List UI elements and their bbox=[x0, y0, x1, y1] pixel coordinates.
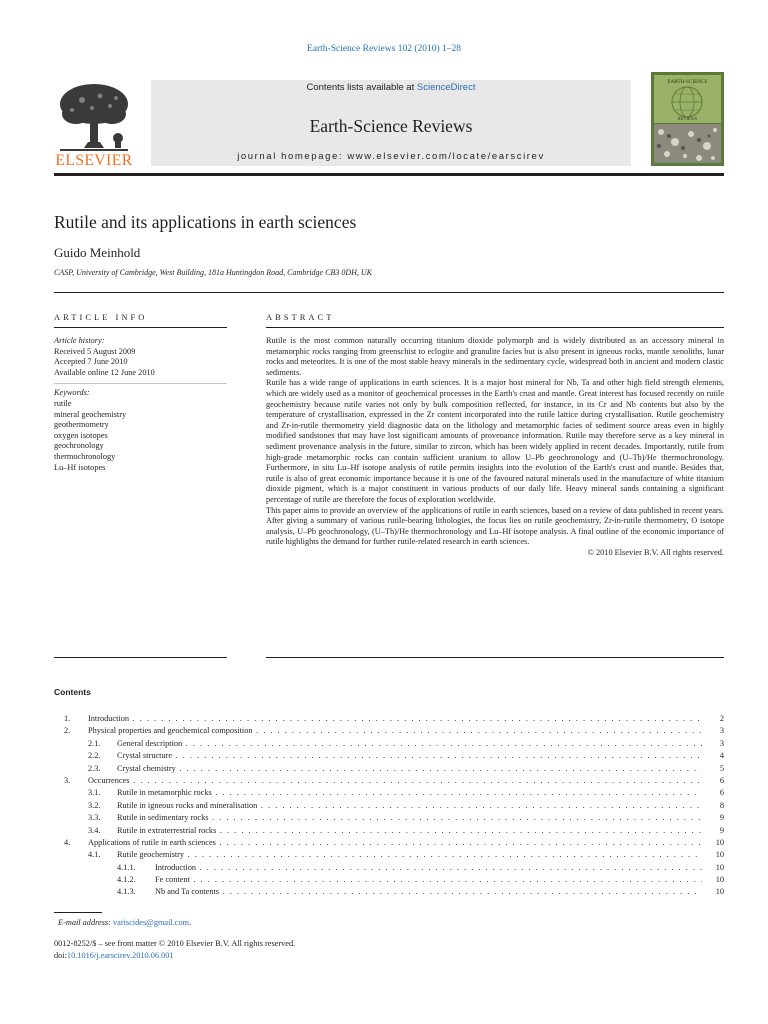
keyword-list bbox=[54, 399, 227, 473]
toc-entry[interactable] bbox=[54, 713, 724, 725]
toc-page: 10 bbox=[715, 887, 724, 897]
article-info-bottom-rule bbox=[54, 657, 227, 658]
toc-title: Rutile geochemistry . . . bbox=[117, 849, 702, 861]
toc-page: 9 bbox=[719, 813, 724, 823]
abstract-body bbox=[266, 336, 724, 558]
toc-entry[interactable] bbox=[54, 874, 724, 886]
journal-cover-image[interactable] bbox=[651, 72, 724, 166]
toc-number: 2.2. bbox=[88, 751, 101, 761]
online-date: Available online 12 June 2010 bbox=[54, 367, 155, 377]
article-info-divider bbox=[54, 383, 227, 384]
journal-banner bbox=[151, 80, 631, 166]
toc-page: 10 bbox=[715, 850, 724, 860]
keyword: geochronology bbox=[54, 441, 104, 451]
cover-title-1: EARTH-SCIENCE bbox=[667, 79, 708, 85]
toc-entry[interactable] bbox=[54, 862, 724, 874]
keywords-label: Keywords: bbox=[54, 388, 90, 398]
keyword: thermochronology bbox=[54, 451, 116, 461]
toc-entry[interactable] bbox=[54, 825, 724, 837]
masthead-rule bbox=[54, 173, 724, 176]
toc-title: Physical properties and geochemical composition . . . bbox=[88, 725, 702, 737]
author-name: Guido Meinhold bbox=[54, 245, 141, 260]
toc-entry[interactable] bbox=[54, 775, 724, 787]
toc-number: 2.1. bbox=[88, 738, 101, 748]
toc-entry[interactable] bbox=[54, 886, 724, 898]
email-label: E-mail address: bbox=[58, 918, 113, 927]
toc-title: Crystal chemistry . . . bbox=[117, 763, 702, 775]
keyword: geothermometry bbox=[54, 420, 109, 430]
article-info-heading: ARTICLE INFO bbox=[54, 312, 148, 322]
doi-link[interactable]: 10.1016/j.earscirev.2010.06.001 bbox=[66, 951, 174, 960]
toc-title: Rutile in igneous rocks and mineralisation . . . bbox=[117, 800, 702, 812]
journal-citation[interactable]: Earth-Science Reviews 102 (2010) 1–28 bbox=[306, 44, 462, 54]
doi-line bbox=[54, 951, 174, 960]
author-affiliation: CASP, University of Cambridge, West Building, 181a Huntingdon Road, Cambridge CB3 0DH, UK bbox=[54, 268, 372, 277]
abstract-rule bbox=[266, 327, 724, 328]
toc-number: 3.3. bbox=[88, 813, 101, 823]
elsevier-wordmark: ELSEVIER bbox=[55, 152, 133, 169]
toc-page: 8 bbox=[719, 800, 724, 810]
toc-page: 2 bbox=[719, 714, 724, 723]
toc-entry[interactable] bbox=[54, 763, 724, 775]
journal-name: Earth-Science Reviews bbox=[309, 116, 473, 136]
doi-prefix: doi: bbox=[54, 951, 67, 960]
toc-title: Fe content . . . bbox=[155, 874, 702, 886]
keyword: mineral geochemistry bbox=[54, 409, 127, 419]
toc-page: 4 bbox=[719, 751, 724, 761]
toc-title: Rutile in sedimentary rocks . . . bbox=[117, 812, 702, 824]
toc-entry[interactable] bbox=[54, 849, 724, 861]
toc-title: Rutile in extraterrestrial rocks . . . bbox=[117, 825, 702, 837]
article-info-rule bbox=[54, 327, 227, 328]
toc-page: 3 bbox=[719, 738, 724, 748]
footnote-rule bbox=[54, 912, 102, 913]
toc-number: 4.1. bbox=[88, 850, 101, 860]
abstract-heading: ABSTRACT bbox=[266, 312, 335, 322]
email-suffix: . bbox=[189, 918, 192, 927]
received-date: Received 5 August 2009 bbox=[54, 346, 136, 356]
article-info bbox=[54, 336, 227, 473]
toc-entry[interactable] bbox=[54, 787, 724, 799]
email-footnote bbox=[58, 918, 191, 927]
abstract-paragraph: Rutile has a wide range of applications in earth sciences. It is a major host mineral for Nb, Ta and other high field strength elements, which are widely used as a monitor of geochemical processes in the Earth's crust and mantle. Great interest has focused recently on rutile geochemistry because rutile varies not only by bulk composition reflected, for instance, in its Cr and Nb contents but also by the temperature of crystallisation, expressed in the Zr content incorporated into the rutile lattice during crystallisation. Rutile geochemistry and Zr-in-rutile thermometry yield diagnostic data on the lithology and metamorphic facies of sediment source areas even in highly modified sandstones that may have lost significant amounts of provenance information. Rutile may therefore serve as a key mineral in sediment provenance analysis in the future, similar to zircon, which has been widely applied in recent decades. Importantly, rutile from high-grade metamorphic rocks can contain sufficient uranium to allow U–Pb geochronology and (U–Th)/He thermochronology. Furthermore, in situ Lu–Hf isotope analysis of rutile permits insights into the evolution of the Earth's crust and mantle. Besides that, rutile is also of great economic importance because it is one of the favoured natural minerals used in the manufacture of white titanium dioxide pigment, which is a major constituent in various products of our daily life. Heavy mineral sands containing a significant percentage of rutile are therefore the focus of exploration worldwide. bbox=[266, 378, 724, 504]
toc-title: General description . . . bbox=[117, 738, 702, 750]
contents-available-line bbox=[151, 82, 631, 93]
keyword: oxygen isotopes bbox=[54, 430, 108, 440]
toc-page: 10 bbox=[715, 837, 724, 847]
toc-number: 1. bbox=[64, 714, 71, 723]
toc-number: 4. bbox=[64, 837, 71, 847]
keyword: Lu–Hf isotopes bbox=[54, 462, 106, 472]
toc-number: 4.1.2. bbox=[117, 875, 136, 885]
toc-title: Applications of rutile in earth sciences . . . bbox=[88, 837, 702, 849]
toc-page: 9 bbox=[719, 825, 724, 835]
abstract-paragraph: This paper aims to provide an overview of the applications of rutile in earth sciences, based on a review of data published in recent years. After giving a summary of various rutile-bearing lithologies, the focus lies on rutile geochemistry, Zr-in-rutile thermometry, O isotope analysis, U–Pb geochronology, (U–Th)/He thermochronology and Lu–Hf isotope analysis. A final outline of the economic importance of rutile highlights the demand for further rutile-related research in earth sciences. bbox=[266, 505, 724, 547]
toc-page: 6 bbox=[719, 788, 724, 798]
toc-entry[interactable] bbox=[54, 738, 724, 750]
sciencedirect-link[interactable]: ScienceDirect bbox=[416, 82, 476, 93]
toc-title: Rutile in metamorphic rocks . . . bbox=[117, 787, 702, 799]
copyright-notice: © 2010 Elsevier B.V. All rights reserved. bbox=[587, 547, 724, 557]
toc-page: 3 bbox=[719, 726, 724, 736]
toc-number: 2.3. bbox=[88, 763, 101, 773]
toc-page: 10 bbox=[715, 862, 724, 872]
table-of-contents bbox=[54, 713, 724, 899]
issn-line: 0012-8252/$ – see front matter © 2010 Elsevier B.V. All rights reserved. bbox=[54, 939, 296, 948]
contents-prefix: Contents lists available at bbox=[306, 82, 417, 93]
toc-number: 2. bbox=[64, 726, 71, 736]
toc-title: Occurrences . . . bbox=[88, 775, 702, 787]
journal-homepage-line bbox=[151, 151, 631, 162]
article-history-label: Article history: bbox=[54, 336, 105, 345]
cover-title-2: REVIEWS bbox=[677, 116, 698, 121]
contents-heading: Contents bbox=[54, 687, 91, 697]
toc-number: 3.2. bbox=[88, 800, 101, 810]
toc-title: Nb and Ta contents . . . bbox=[155, 886, 702, 898]
toc-page: 6 bbox=[719, 775, 724, 785]
toc-page: 5 bbox=[719, 763, 724, 773]
toc-number: 3.1. bbox=[88, 788, 101, 798]
toc-number: 4.1.1. bbox=[117, 862, 136, 872]
header-rule bbox=[54, 292, 724, 293]
toc-entry[interactable] bbox=[54, 837, 724, 849]
abstract-bottom-rule bbox=[266, 657, 724, 658]
toc-entry[interactable] bbox=[54, 750, 724, 762]
keyword: rutile bbox=[54, 398, 72, 408]
toc-page: 10 bbox=[715, 875, 724, 885]
accepted-date: Accepted 7 June 2010 bbox=[54, 357, 128, 367]
toc-title: Crystal structure . . . bbox=[117, 750, 702, 762]
toc-entry[interactable] bbox=[54, 812, 724, 824]
homepage-prefix: journal homepage: bbox=[237, 151, 348, 162]
toc-title: Introduction . . . bbox=[155, 862, 702, 874]
toc-number: 4.1.3. bbox=[117, 887, 136, 897]
article-title: Rutile and its applications in earth sciences bbox=[54, 212, 357, 232]
abstract-paragraph: Rutile is the most common naturally occurring titanium dioxide polymorph and is widely distributed as an accessory mineral in metamorphic rocks ranging from greenschist to eclogite and granulite facies but is also present in igneous rocks, mantle xenoliths, lunar rocks and meteorites. It is one of the most stable heavy minerals in the sedimentary cycle, widespread both in ancient and modern clastic sediments. bbox=[266, 336, 724, 377]
toc-number: 3. bbox=[64, 775, 71, 785]
email-link[interactable]: variscides@gmail.com bbox=[113, 918, 190, 927]
homepage-url[interactable]: www.elsevier.com/locate/earscirev bbox=[347, 151, 545, 162]
toc-entry[interactable] bbox=[54, 800, 724, 812]
journal-masthead bbox=[54, 72, 724, 172]
toc-title: Introduction . . . bbox=[88, 713, 702, 725]
toc-number: 3.4. bbox=[88, 825, 101, 835]
toc-entry[interactable] bbox=[54, 725, 724, 737]
